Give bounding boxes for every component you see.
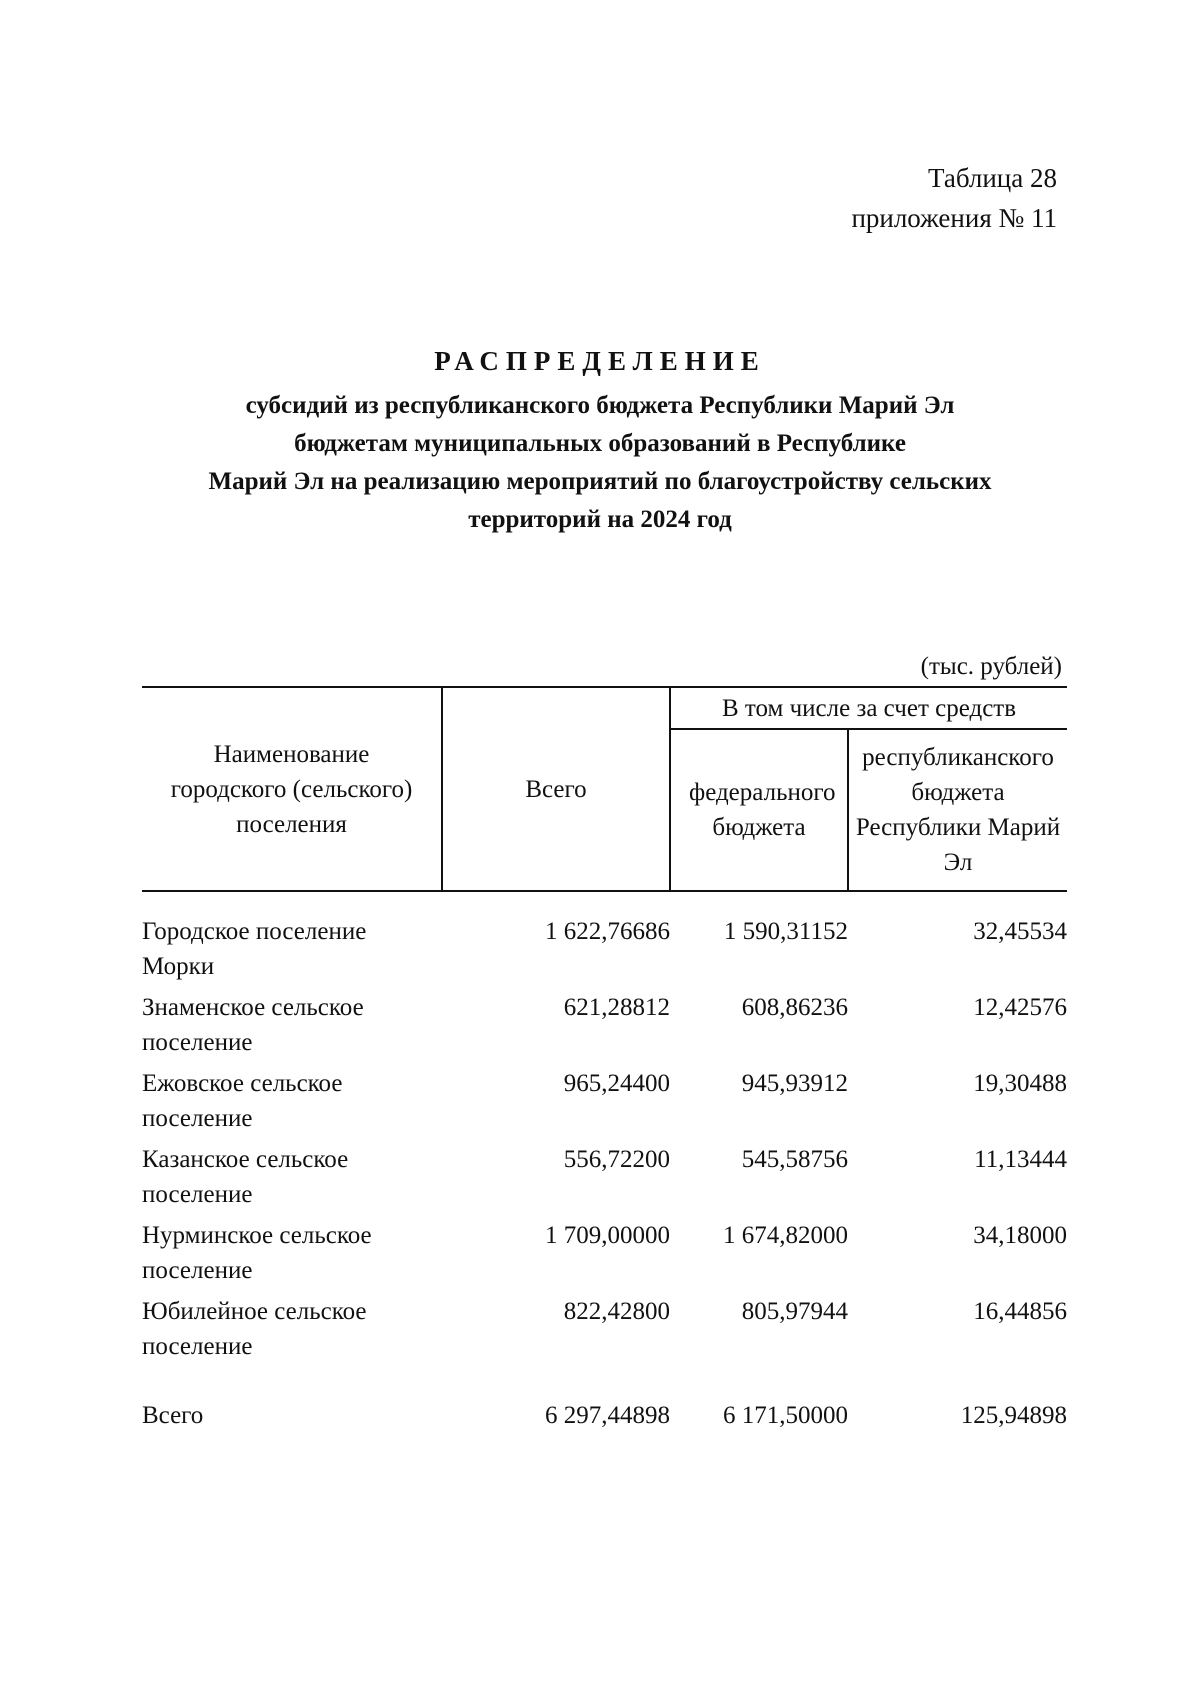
table-row [142, 914, 1067, 990]
republic-value: 34,18000 [973, 1222, 1067, 1249]
federal-value: 1 674,82000 [723, 1222, 848, 1249]
header-federal: федерального бюджета [670, 729, 848, 891]
settlement-name: Юбилейное сельское поселение [142, 1298, 367, 1360]
units-label: (тыс. рублей) [920, 653, 1062, 680]
table-row [142, 990, 1067, 1066]
settlement-name: Ежовское сельское поселение [142, 1070, 343, 1132]
total-value: 621,28812 [563, 994, 670, 1021]
subtitle-line: территорий на 2024 год [468, 506, 732, 533]
table-number-label: Таблица 28 [928, 163, 1057, 193]
republic-value: 16,44856 [973, 1298, 1067, 1325]
header-group: В том числе за счет средств [670, 687, 1067, 729]
table-header [142, 687, 1067, 891]
grand-republic-value: 125,94898 [960, 1402, 1067, 1429]
header-total: Всего [442, 687, 670, 891]
settlement-name: Казанское сельское поселение [142, 1146, 349, 1208]
title-main: РАСПРЕДЕЛЕНИЕ [434, 346, 766, 376]
subtitle-line: субсидий из республиканского бюджета Республики Марий Эл [245, 392, 955, 419]
distribution-table [142, 686, 1067, 1439]
federal-value: 945,93912 [741, 1070, 848, 1097]
header-republic: республиканского бюджета Республики Марий Эл [848, 729, 1067, 891]
total-value: 1 622,76686 [545, 918, 670, 945]
federal-value: 805,97944 [741, 1298, 848, 1325]
table-row [142, 1294, 1067, 1370]
document-title [100, 341, 1100, 539]
settlement-name: Городское поселение Морки [142, 918, 367, 980]
title-subtitle [100, 387, 1100, 539]
grand-federal-value: 6 171,50000 [723, 1402, 848, 1429]
federal-value: 545,58756 [741, 1146, 848, 1173]
reference-block [851, 158, 1057, 238]
federal-value: 1 590,31152 [723, 918, 848, 945]
total-row-label: Всего [142, 1402, 204, 1429]
table-row [142, 1142, 1067, 1218]
federal-value: 608,86236 [741, 994, 848, 1021]
appendix-label: приложения № 11 [851, 203, 1057, 233]
total-value: 1 709,00000 [545, 1222, 670, 1249]
republic-value: 12,42576 [973, 994, 1067, 1021]
header-name: Наименование городского (сельского) поселения [142, 687, 442, 891]
total-value: 965,24400 [563, 1070, 670, 1097]
republic-value: 19,30488 [973, 1070, 1067, 1097]
grand-total-value: 6 297,44898 [545, 1402, 670, 1429]
republic-value: 11,13444 [974, 1146, 1067, 1173]
total-value: 556,72200 [563, 1146, 670, 1173]
subtitle-line: бюджетам муниципальных образований в Республике [294, 430, 906, 457]
settlement-name: Нурминское сельское поселение [142, 1222, 372, 1284]
total-value: 822,42800 [563, 1298, 670, 1325]
settlement-name: Знаменское сельское поселение [142, 994, 364, 1056]
republic-value: 32,45534 [973, 918, 1067, 945]
subtitle-line: Марий Эл на реализацию мероприятий по благоустройству сельских [208, 468, 992, 495]
total-row [142, 1398, 1067, 1439]
table-body [142, 891, 1067, 1439]
table-row [142, 1218, 1067, 1294]
table-row [142, 1066, 1067, 1142]
